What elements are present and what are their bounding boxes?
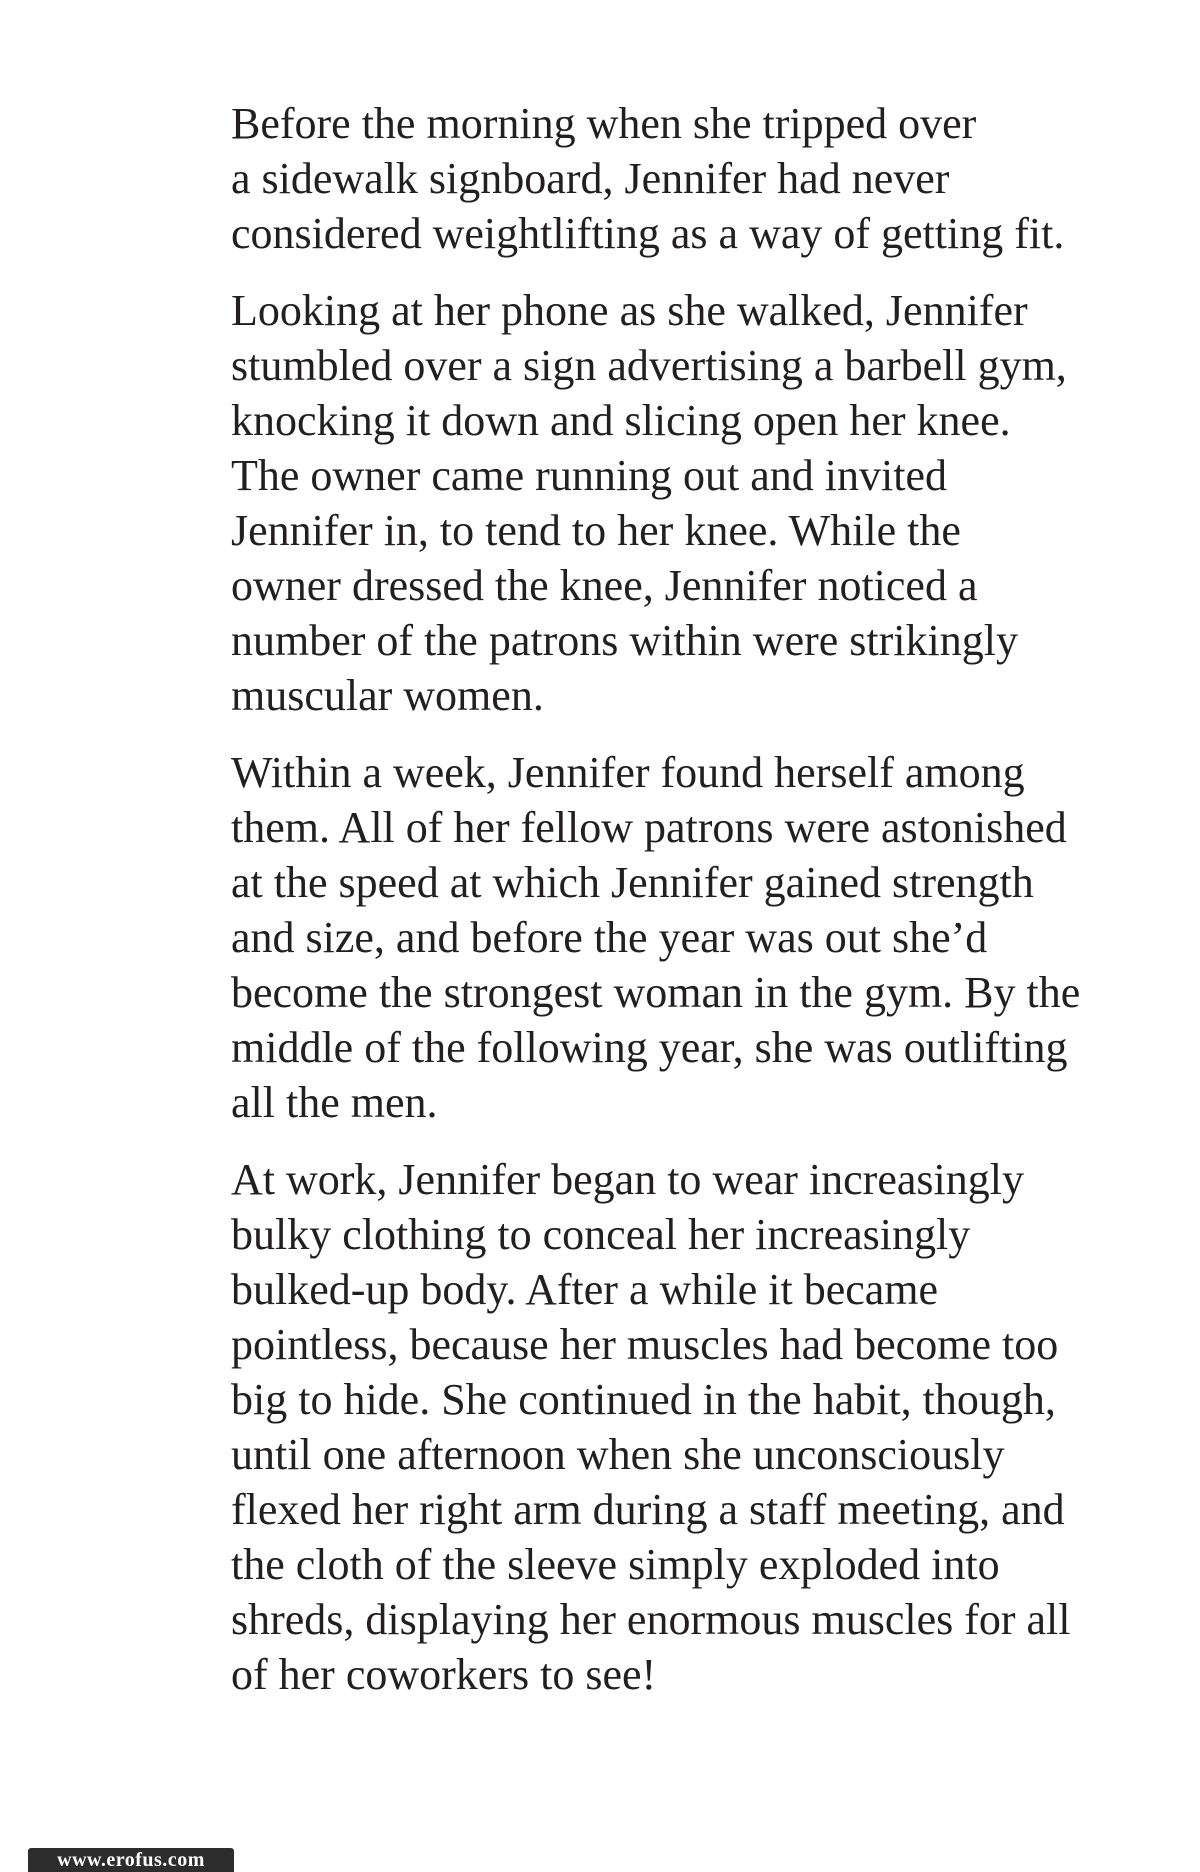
- text-line: Within a week, Jennifer found herself among: [231, 748, 1025, 797]
- text-line: flexed her right arm during a staff meeting, and: [231, 1485, 1065, 1534]
- paragraph-1: [231, 96, 1111, 261]
- text-line: considered weightlifting as a way of getting fit.: [231, 209, 1065, 258]
- text-line: until one afternoon when she unconsciously: [231, 1430, 1005, 1479]
- text-line: all the men.: [231, 1078, 438, 1127]
- text-line: big to hide. She continued in the habit, though,: [231, 1375, 1056, 1424]
- paragraph-4: [231, 1152, 1111, 1702]
- text-line: The owner came running out and invited: [231, 451, 948, 500]
- text-line: at the speed at which Jennifer gained strength: [231, 858, 1034, 907]
- text-line: stumbled over a sign advertising a barbell gym,: [231, 341, 1067, 390]
- text-line: and size, and before the year was out she’d: [231, 913, 988, 962]
- text-line: number of the patrons within were strikingly: [231, 616, 1018, 665]
- text-line: Looking at her phone as she walked, Jennifer: [231, 286, 1028, 335]
- paragraph-2: [231, 283, 1111, 723]
- text-line: knocking it down and slicing open her knee.: [231, 396, 1011, 445]
- text-line: owner dressed the knee, Jennifer noticed a: [231, 561, 978, 610]
- text-line: shreds, displaying her enormous muscles for all: [231, 1595, 1071, 1644]
- text-line: Before the morning when she tripped over: [231, 99, 977, 148]
- text-line: pointless, because her muscles had become too: [231, 1320, 1059, 1369]
- text-line: the cloth of the sleeve simply exploded into: [231, 1540, 1000, 1589]
- watermark-label: www.erofus.com: [28, 1848, 234, 1872]
- text-line: them. All of her fellow patrons were astonished: [231, 803, 1067, 852]
- text-line: of her coworkers to see!: [231, 1650, 657, 1699]
- body-text: [231, 96, 1111, 1724]
- text-line: muscular women.: [231, 671, 544, 720]
- text-line: bulky clothing to conceal her increasingly: [231, 1210, 971, 1259]
- paragraph-3: [231, 745, 1111, 1130]
- text-line: become the strongest woman in the gym. By the: [231, 968, 1081, 1017]
- text-line: At work, Jennifer began to wear increasingly: [231, 1155, 1024, 1204]
- text-line: middle of the following year, she was outlifting: [231, 1023, 1068, 1072]
- text-line: Jennifer in, to tend to her knee. While the: [231, 506, 961, 555]
- text-line: a sidewalk signboard, Jennifer had never: [231, 154, 950, 203]
- text-line: bulked-up body. After a while it became: [231, 1265, 939, 1314]
